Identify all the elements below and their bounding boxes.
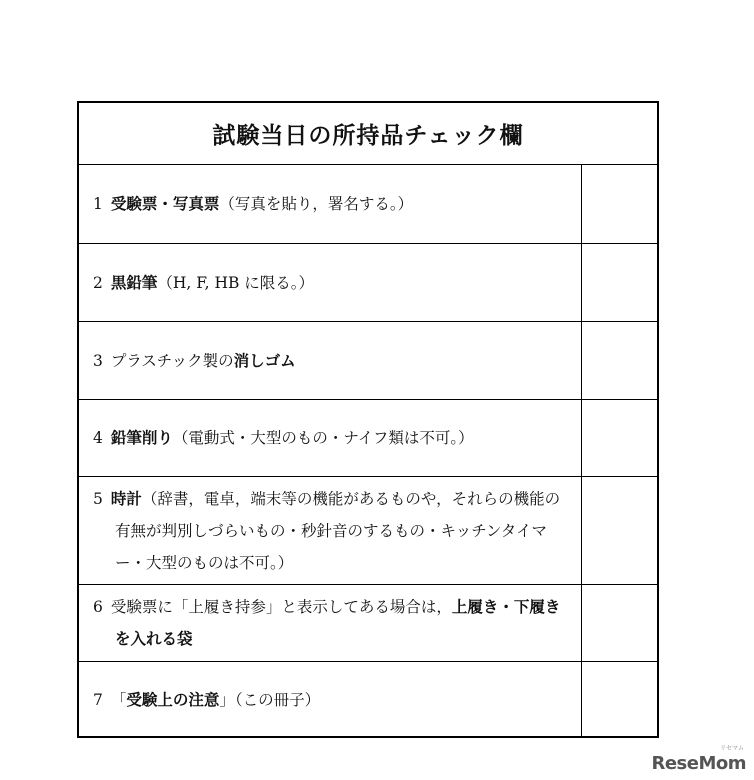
watermark-sub: リセマム [720,745,744,752]
checklist-table [77,101,659,738]
item-text-cell [79,585,582,661]
item-number: 7 [93,691,103,709]
check-box-cell[interactable] [582,477,657,584]
item-text-cell [79,165,582,243]
item-bold-label: 時計 [110,489,142,508]
item-bold-label: 消しゴム [233,351,296,370]
item-bold-label: 黒鉛筆 [110,273,158,292]
item-number: 3 [93,351,103,370]
item-prefix: プラスチック製の [110,351,234,370]
item-text-cell [79,400,582,476]
item-bold-label: 上履き・下履きを入れる袋 [115,598,561,648]
item-number: 1 [93,195,103,213]
check-box-cell[interactable] [582,244,657,321]
checklist-row-6 [79,585,657,662]
item-bold-label: 受験上の注意 [126,691,220,709]
check-box-cell[interactable] [582,322,657,399]
checklist-row-3 [79,322,657,400]
item-bold-label: 受験票・写真票 [110,195,220,213]
checklist-row-2 [79,244,657,322]
check-box-cell[interactable] [582,585,657,661]
check-box-cell[interactable] [582,662,657,738]
checklist-row-1 [79,165,657,244]
check-box-cell[interactable] [582,400,657,476]
item-text-cell [79,244,582,321]
checklist-row-5 [79,477,657,585]
item-number: 6 [93,598,103,616]
check-box-cell[interactable] [582,165,657,243]
table-title: 試験当日の所持品チェック欄 [212,123,524,149]
checklist-row-4 [79,400,657,477]
item-text-cell [79,322,582,399]
item-note: （電動式・大型のもの・ナイフ類は不可。） [172,429,474,447]
checklist-row-7 [79,662,657,738]
item-number: 4 [93,429,103,447]
item-note: （H, F, HB に限る。） [157,273,315,292]
item-text-cell [79,662,582,738]
title-row [79,103,657,165]
item-note: 」（この冊子） [219,691,321,709]
item-text-cell [79,477,582,584]
item-number: 5 [93,489,103,508]
item-number: 2 [93,273,103,292]
resemom-logo: ReseMom [651,753,746,774]
item-prefix: 「 [110,691,127,709]
item-prefix: 受験票に「上履き持参」と表示してある場合は， [110,598,452,616]
item-bold-label: 鉛筆削り [110,429,173,447]
item-note: （写真を貼り，署名する。） [219,195,414,213]
item-note: （辞書，電卓，端末等の機能があるものや，それらの機能の有無が判別しづらいもの・秒針音のするもの・キッチンタイマー・大型のものは不可。） [115,489,561,572]
